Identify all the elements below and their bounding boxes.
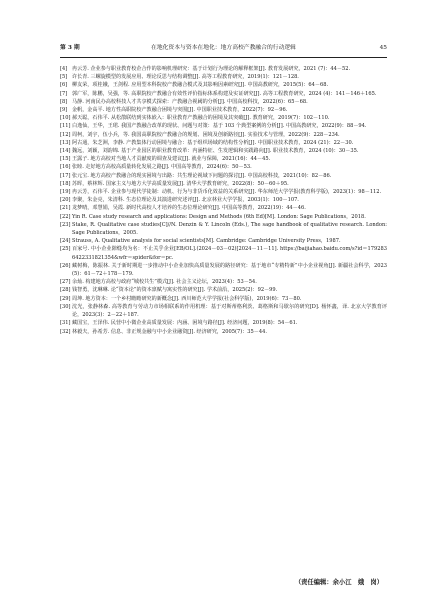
reference-text: 藏国宝，王泽伟. 民营中小微企业高质量发展：内涵、困境与路径[J]. 经济问题，2019(8)：54－61. bbox=[72, 320, 298, 327]
reference-text: 周坤. 地方资本：一个乡村瞻瞻研究的新概念[J]. 西川师范大学学报(社会科学版)，2019(6)：73－80. bbox=[72, 295, 302, 302]
reference-text: 张睦. 走好地方高校高质量转化发展之路[J]. 中国高等教育，2024(6)：50－53. bbox=[72, 164, 252, 171]
page-header bbox=[60, 41, 387, 55]
reference-item bbox=[60, 204, 387, 212]
reference-item bbox=[60, 328, 387, 336]
reference-item bbox=[60, 213, 387, 221]
reference-text: 冉云芳. 企业参与职业教育校企合作的影响机理研究：基于计划行为理论的解释框架[J]. 教育发展研究，2021 (7)：44－52. bbox=[72, 66, 351, 72]
reference-number: [19] bbox=[60, 189, 71, 196]
reference-item bbox=[60, 180, 387, 188]
reference-item bbox=[60, 319, 387, 327]
reference-number: [15] bbox=[60, 156, 71, 163]
reference-number: [9] bbox=[60, 107, 68, 114]
reference-number: [4] bbox=[60, 66, 68, 72]
reference-item bbox=[60, 172, 387, 180]
reference-number: [7] bbox=[60, 90, 68, 97]
reference-item bbox=[60, 262, 387, 278]
reference-text: 钱智勇，沈琳琳. 论“资本论”的资本禀赋与寓实性的研究[J]. 学术前沿，2025(2)：92－99. bbox=[72, 287, 278, 294]
reference-number: [32] bbox=[60, 328, 71, 335]
reference-text: 周柯，刘宇，伍小兵，等. 我国高职院校产教融合的规划、困境及创新路径[J]. 实验技术与管理，2022(9)：228－234. bbox=[72, 131, 340, 138]
reference-item bbox=[60, 73, 387, 81]
reference-text: 郝天聪，石伟平. 从松散联结到实体嵌入：职业教育产教融合的困境及其突破[J]. 教育研究，2019(7)：102－110. bbox=[72, 115, 330, 122]
reference-text: Stake, R. Qualitative case studies[C]//N. Denzin & Y. Lincoln (Eds.), The sage handbook of qualitative research. London: Sage Publications，2005. bbox=[72, 221, 387, 237]
reference-text: 许长青. 三螺旋模型的发展应用、理论反思与结构调整[J]. 高等工程教育研究，2019(1)：121－128. bbox=[72, 74, 299, 81]
reference-item bbox=[60, 147, 387, 155]
reference-item bbox=[60, 221, 387, 237]
reference-number: [21] bbox=[60, 205, 71, 212]
reference-number: [14] bbox=[60, 148, 71, 155]
reference-text: Yin R. Case study research and applications: Design and Methods (6th Ed)[M]. London: Sage Publications，2018. bbox=[72, 213, 366, 220]
header-rule bbox=[60, 57, 387, 58]
reference-item bbox=[60, 245, 387, 261]
reference-number: [10] bbox=[60, 115, 71, 122]
reference-number: [18] bbox=[60, 180, 71, 187]
reference-item bbox=[60, 65, 387, 73]
reference-item bbox=[60, 188, 387, 196]
reference-item bbox=[60, 90, 387, 98]
reference-text: 沈光，张静林森. 高等教育与劳动力市场相联系的作用机理：基于对斯蒂格利茨、葛格斯和马歇尔的研究[D]. 杨怀鑫，译. 北京大学教育评论，2023(3)：2－22＋187. bbox=[72, 303, 387, 319]
reference-text: 林毅夫，孙希芳. 信息、非正规金融与中小企业融资[J]. 经济研究，2005(7)：35－44. bbox=[72, 328, 267, 335]
reference-item bbox=[60, 81, 387, 89]
reference-text: 马静. 河南民办高校科技人才共享模式探索：产教融合视阈的分析[J]. 中国高校科技，2022(6)：65－68. bbox=[72, 98, 308, 105]
reference-number: [6] bbox=[60, 82, 68, 89]
reference-number: [23] bbox=[60, 221, 71, 228]
reference-text: 冉云芳，石伟平. 企业参与现代学徒制：动机、行为与非货币化效益的关系研究[J]. 华东师范大学学报(教育科学版)，2023(1)：98－112. bbox=[72, 189, 382, 196]
reference-text: 阿古通，朱芝洲，李静. 产教集体行动困境与融合：基于组织场域的结构性分析[J]. 中国职业技术教育，2024 (21)：22－30. bbox=[72, 139, 354, 146]
page-number: 45 bbox=[379, 45, 387, 51]
reference-number: [29] bbox=[60, 295, 71, 302]
reference-item bbox=[60, 286, 387, 294]
reference-number: [24] bbox=[60, 238, 71, 245]
reference-text: 藏树梅，陈振林. 关于新时期进一步推动中小企业加快高质量发展的路径研究：基于地市“专精特新”中小企业视角[J]. 新疆社会科学，2023(5)：61－72＋178－179. bbox=[72, 262, 387, 278]
reference-text: Strauss, A. Qualitative analysis for social scientists[M]. Cambridge: Cambridge University Press，1987. bbox=[72, 238, 341, 245]
reference-number: [17] bbox=[60, 172, 71, 179]
reference-text: 郭广军，陈鹏，吴强，等. 高职院校产教融合有效性评价指标体系构建及实证研究[J]. 高等工程教育研究，2024 (4)：141－146＋165. bbox=[72, 90, 377, 97]
reference-text: 柳友荣，项桂娥，王剑程. 应用型本科院校产教融合模式及其影响因素研究[J]. 中国高教研究，2015(5)：64－68. bbox=[72, 82, 329, 89]
reference-item bbox=[60, 122, 387, 130]
reference-number: [27] bbox=[60, 279, 71, 286]
reference-item bbox=[60, 303, 387, 319]
reference-text: 李聚，朱金亮，朱清科. 生态位理论及其演进研究述评[J]. 北京林业大学学报，2003(1)：100－107. bbox=[72, 197, 299, 204]
reference-item bbox=[60, 131, 387, 139]
reference-number: [13] bbox=[60, 139, 71, 146]
reference-item bbox=[60, 139, 387, 147]
reference-number: [8] bbox=[60, 98, 68, 105]
reference-number: [26] bbox=[60, 262, 71, 269]
reference-text: 百家号. 中小企业隙缝均为名：不止关乎企业[EB/OL].(2024－03－02)[2024－11－11]. https://baijiahao.baidu.com/s?id＝1792836422331821354&wfr＝spider&for＝pc. bbox=[72, 246, 387, 261]
reference-number: [30] bbox=[60, 303, 71, 310]
reference-number: [22] bbox=[60, 213, 71, 220]
responsible-editor: （责任编辑：余小江 娥 岗） bbox=[294, 579, 383, 586]
reference-item bbox=[60, 295, 387, 303]
reference-text: 张元宝. 地方高校产教融合的现实困境与出路：共生理论视域下问题的探讨[J]. 中国高校科技，2021(10)：82－86. bbox=[72, 172, 332, 179]
reference-number: [16] bbox=[60, 164, 71, 171]
reference-text: 龙梦晴，邓慧娟，吴霞. 新时代高校人才培养的生态位理论研究[J]. 中国高等教育，2022(19)：44－46. bbox=[72, 205, 306, 212]
reference-text: 余灿. 构建地方高校与政府“城校共生”模式[J]. 社会主义论坛，2023(4)：53－54. bbox=[72, 279, 257, 286]
reference-item bbox=[60, 98, 387, 106]
reference-number: [31] bbox=[60, 320, 71, 327]
reference-item bbox=[60, 114, 387, 122]
reference-text: 苏晖，蔡林辉. 国家主义与地方大学高质量发展[J]. 清华大学教育研究，2022(8)：50－60＋95. bbox=[72, 180, 289, 187]
reference-text: 王露子. 地方高校对当地人才贡献度的调查及建议[J]. 就业与保障，2021(16)：44－45. bbox=[72, 156, 271, 163]
reference-list bbox=[60, 65, 387, 336]
reference-text: 白逸仙，王华，王珺. 我国产教融合改革的现状、问题与对策：基于 103 个典型案例的分析[J]. 中国高教研究，2022(9)：88－94. bbox=[72, 123, 367, 130]
reference-item bbox=[60, 196, 387, 204]
reference-item bbox=[60, 237, 387, 245]
reference-item bbox=[60, 155, 387, 163]
reference-item bbox=[60, 278, 387, 286]
reference-text: 金帆，金高平. 地方性高职院校产教融合困境与突围[J]. 中国职业技术教育，2022(7)：92－96. bbox=[72, 107, 288, 114]
reference-text: 魏远，刘颖，刘韵锦. 基于产业园区的职业教育改革：内涵特征、生发逻辑和实践路向[J]. 职业技术教育，2024 (10)：30－35. bbox=[72, 148, 359, 155]
reference-number: [11] bbox=[60, 123, 71, 130]
reference-number: [5] bbox=[60, 74, 68, 81]
reference-number: [20] bbox=[60, 197, 71, 204]
reference-item bbox=[60, 163, 387, 171]
reference-item bbox=[60, 106, 387, 114]
reference-number: [25] bbox=[60, 246, 71, 253]
reference-number: [28] bbox=[60, 287, 71, 294]
running-title: 在地化资本与资本在地化：地方高校产教融合的行动逻辑 bbox=[151, 45, 296, 51]
reference-number: [12] bbox=[60, 131, 71, 138]
issue-label: 第 3 期 bbox=[60, 45, 80, 51]
